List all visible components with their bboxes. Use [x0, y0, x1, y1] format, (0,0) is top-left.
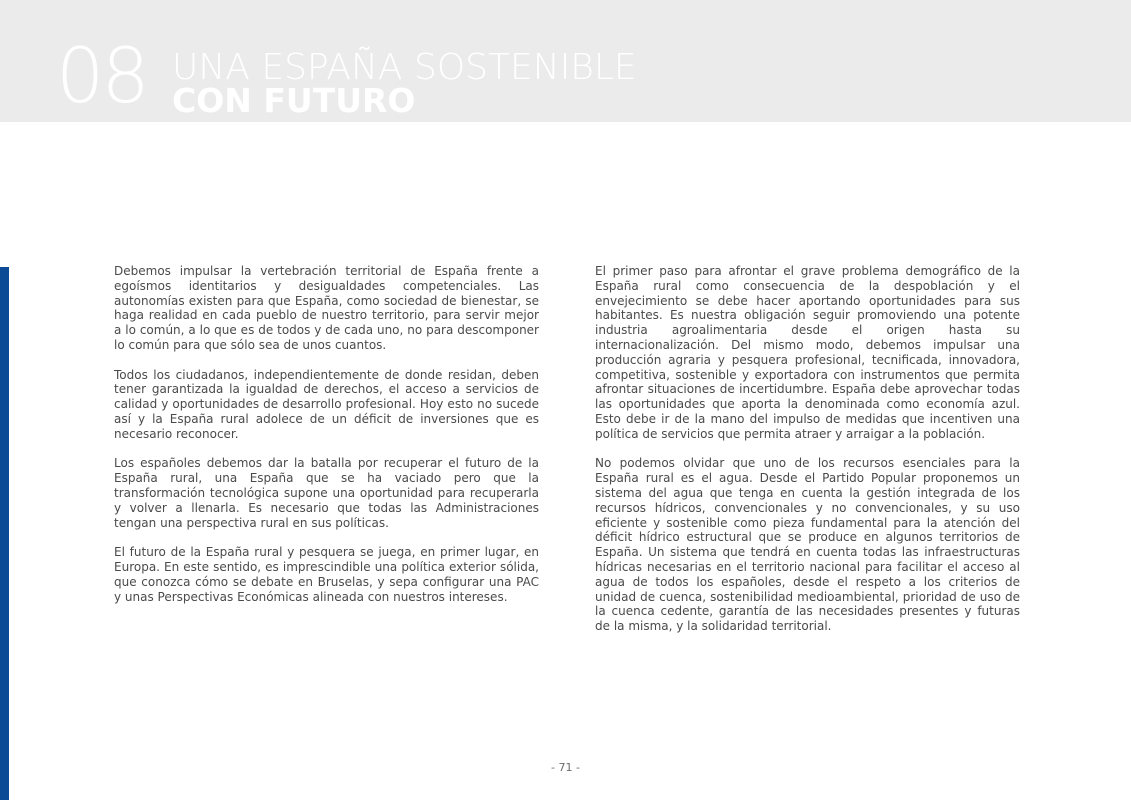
- header-band: [0, 0, 1131, 122]
- chapter-title-line1: UNA ESPAÑA SOSTENIBLE: [172, 47, 637, 88]
- left-column: [114, 264, 539, 619]
- side-accent-bar: [0, 267, 9, 800]
- paragraph: Los españoles debemos dar la batalla por recuperar el futuro de la España rural, una España que se ha vaciado pero que la transformación tecnológica supone una oportunidad para recuperarla y volver a llenarla. Es necesario que todas las Administraciones tengan una perspectiva rural en sus políticas.: [114, 456, 539, 530]
- paragraph: El primer paso para afrontar el grave problema demográfico de la España rural como consecuencia de la despoblación y el envejecimiento se debe hacer aportando oportunidades para sus habitantes. Es nuestra obligación seguir promoviendo una potente industria agroalimentaria desde el origen hasta su internacionalización. Del mismo modo, debemos impulsar una producción agraria y pesquera profesional, tecnificada, innovadora, competitiva, sostenible y exportadora con instrumentos que permita afrontar situaciones de incertidumbre. España debe aprovechar todas las oportunidades que aporta la denominada como economía azul. Esto debe ir de la mano del impulso de medidas que incentiven una política de servicios que permita atraer y arraigar a la población.: [595, 264, 1020, 441]
- page-number: - 71 -: [551, 761, 580, 774]
- chapter-number: 08: [56, 31, 147, 120]
- chapter-title-line2: CON FUTURO: [172, 81, 416, 120]
- paragraph: El futuro de la España rural y pesquera se juega, en primer lugar, en Europa. En este sentido, es imprescindible una política exterior sólida, que conozca cómo se debate en Bruselas, y sepa configurar una PAC y unas Perspectivas Económicas alineada con nuestros intereses.: [114, 545, 539, 604]
- paragraph: Todos los ciudadanos, independientemente de donde residan, deben tener garantizada la igualdad de derechos, el acceso a servicios de calidad y oportunidades de desarrollo profesional. Hoy esto no sucede así y la España rural adolece de un déficit de inversiones que es necesario reconocer.: [114, 367, 539, 441]
- paragraph: Debemos impulsar la vertebración territorial de España frente a egoísmos identitarios y desigualdades competenciales. Las autonomías existen para que España, como sociedad de bienestar, se haga realidad en cada pueblo de nuestro territorio, para servir mejor a lo común, a lo que es de todos y de cada uno, no para descomponer lo común para que sólo sea de unos cuantos.: [114, 264, 539, 352]
- paragraph: No podemos olvidar que uno de los recursos esenciales para la España rural es el agua. Desde el Partido Popular proponemos un sistema del agua que tenga en cuenta la gestión integrada de los recursos hídricos, convencionales y no convencionales, y su uso eficiente y sostenible como pieza fundamental para la atención del déficit hídrico estructural que se produce en algunos territorios de España. Un sistema que tendrá en cuenta todas las infraestructuras hídricas necesarias en el territorio nacional para facilitar el acceso al agua de todos los españoles, desde el respeto a los criterios de unidad de cuenca, sostenibilidad medioambiental, prioridad de uso de la cuenca cedente, garantía de las necesidades presentes y futuras de la misma, y la solidaridad territorial.: [595, 456, 1020, 634]
- right-column: [595, 264, 1020, 649]
